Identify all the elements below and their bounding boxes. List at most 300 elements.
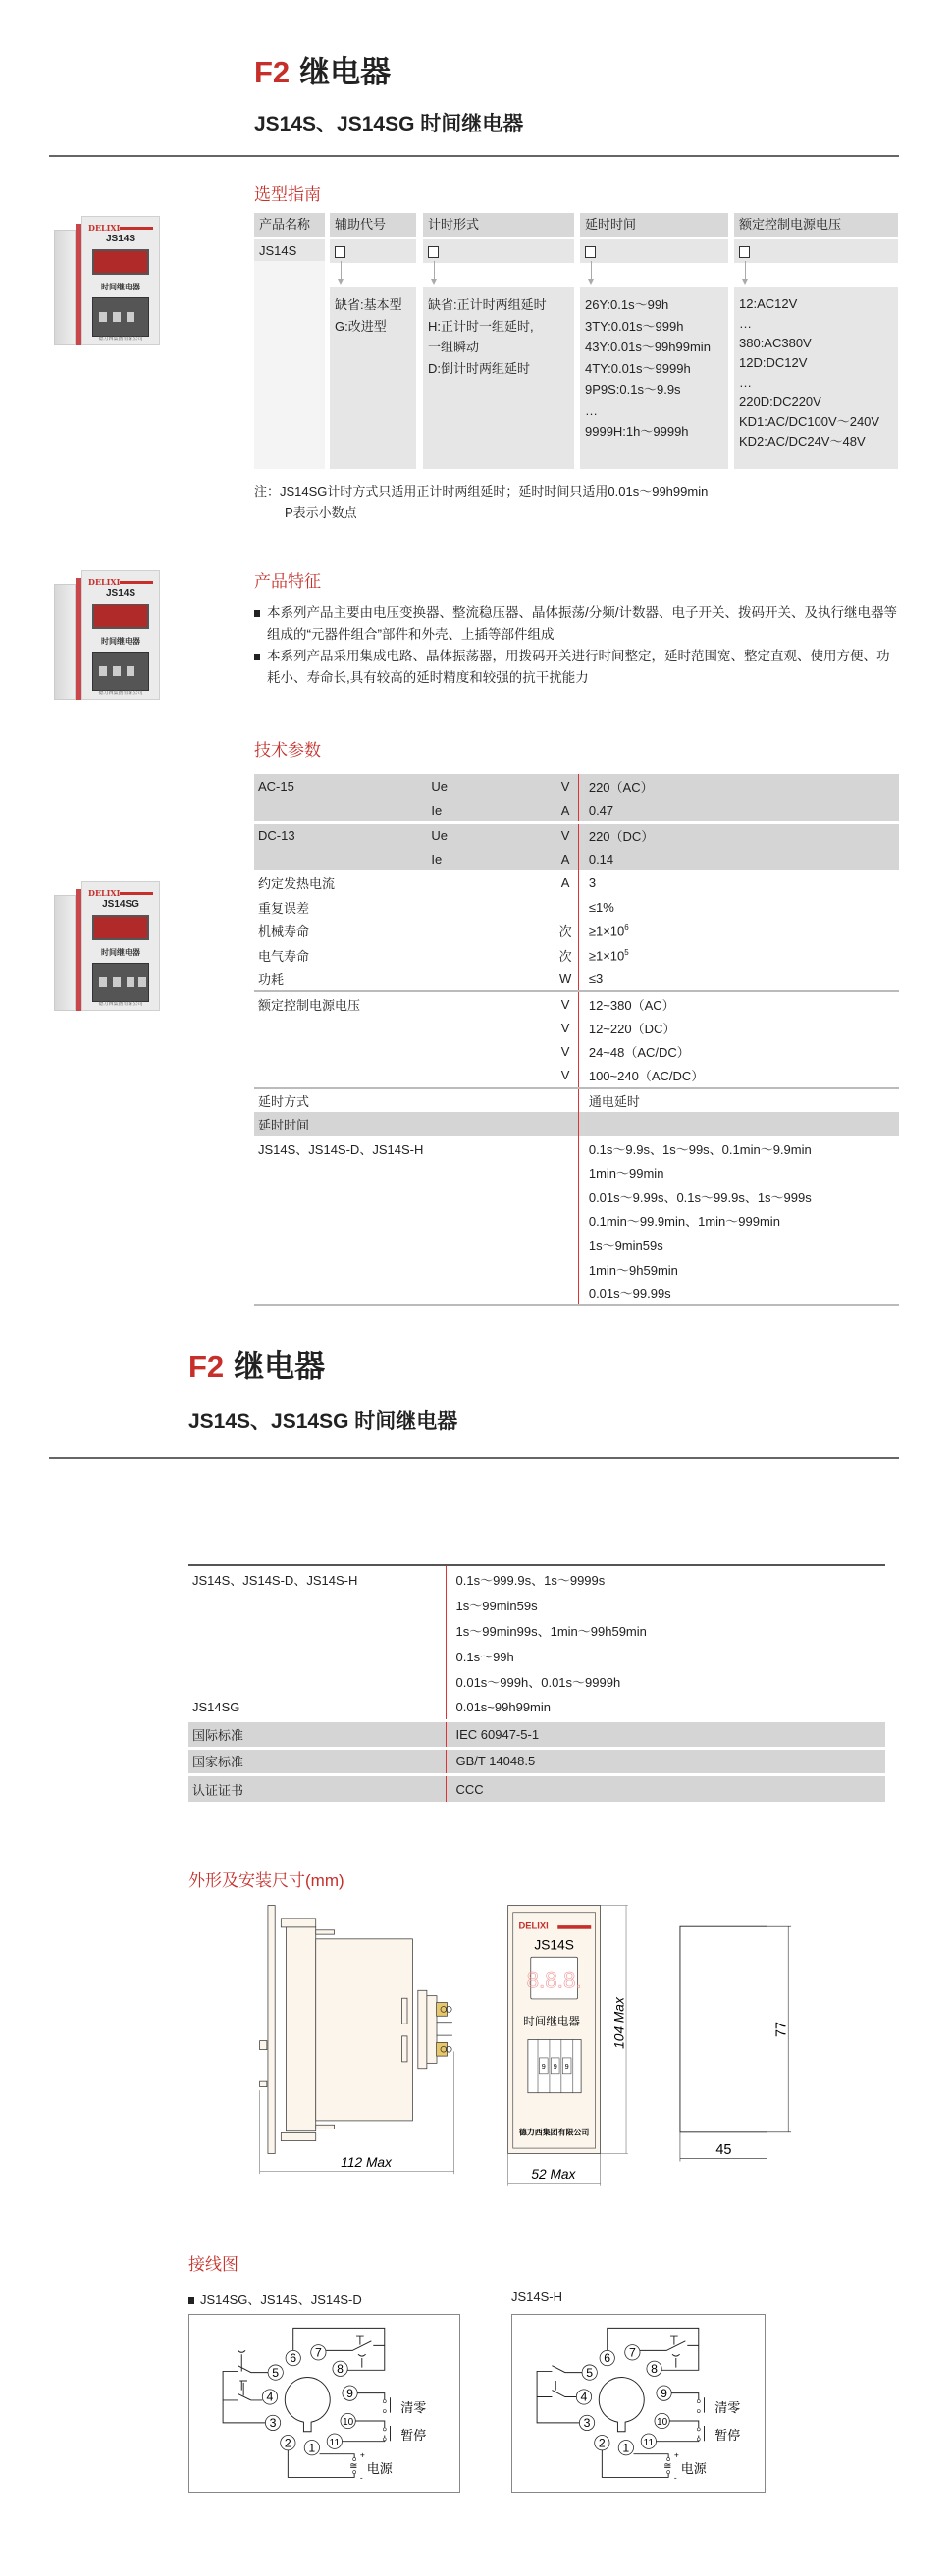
option-item: KD1:AC/DC100V～240V [739,414,880,429]
param-name [254,799,427,823]
reset-label: 清零 [400,2399,427,2415]
table-row [254,774,899,799]
param-value [578,943,899,968]
section-code: F2 [188,1349,225,1384]
param-value [578,847,899,871]
arrow-down-icon [591,261,592,283]
value-text: 0.1min～99.9min、1min～999min [588,1214,780,1230]
param-value [578,1040,899,1065]
pin-3 [265,2415,280,2430]
brand-logo: DELIXI [88,223,121,233]
pin-2 [281,2436,295,2450]
pin-6 [286,2350,300,2365]
placeholder-box-icon [739,246,750,258]
pin-label: 8 [651,2361,658,2376]
param-value [578,774,899,799]
param-unit: V [560,996,570,1012]
product-model: JS14S [105,234,136,244]
socket-outline [285,2378,330,2432]
param-unit: 次 [558,948,572,964]
power-label: 电源 [680,2460,707,2476]
product-name: 时间继电器 [101,283,140,291]
param-value [578,1136,899,1161]
param-unit: V [553,822,578,847]
led-display [92,915,149,940]
option-item: 380:AC380V [739,336,812,350]
value-text: ≤1% [588,899,614,915]
value-text: ≤3 [588,972,604,987]
param-name: 机械寿命 [258,924,310,940]
option-item: 4TY:0.01s～9999h [585,360,691,376]
param-sub [427,1184,553,1209]
pin-8 [333,2361,347,2376]
param-name [254,1257,427,1282]
model-name: 国际标准 [188,1721,446,1749]
param-name: 功耗 [254,968,427,992]
timing-code-box [423,239,574,263]
pin-1 [304,2441,319,2455]
table-row [188,1668,885,1694]
table-row [254,943,899,968]
option-item: 43Y:0.01s～99h99min [585,340,711,354]
param-value [578,968,899,992]
dial-switches [92,297,149,337]
table-row [188,1721,885,1749]
voltage-code-box [734,239,898,263]
value-text: 0.01s～99.99s [588,1286,671,1301]
value-text: 1s～9min59s [588,1238,663,1254]
param-sub [427,1088,553,1113]
model-name [188,1643,446,1668]
param-sub [427,1112,553,1136]
tech-table [254,774,899,1306]
param-sub [427,991,553,1016]
placeholder-box-icon [428,246,439,258]
tech-heading: 技术参数 [254,741,321,760]
row-value: 0.01s～999h、0.01s～9999h [446,1668,885,1694]
option-item: … [585,402,598,418]
pin-5 [582,2365,597,2380]
page-subtitle: JS14S、JS14SG 时间继电器 [254,113,524,135]
feature-item: 本系列产品采用集成电路、晶体振荡器，用拨码开关进行时间整定，延时范围宽、整定直观、使用方便、功耗小、寿命长,具有较高的延时精度和较强的抗干扰能力 [254,646,900,689]
param-sub [427,870,553,895]
param-value [578,822,899,847]
param-name [254,1040,427,1065]
company-name: 德力西集团有限公司 [98,1001,143,1007]
header-delay: 延时时间 [580,213,728,237]
table-row [254,1064,899,1088]
brand-logo: DELIXI [518,1919,549,1931]
dial-digit: 9 [564,2061,569,2071]
placeholder-box-icon [335,246,345,258]
model-name [188,1592,446,1617]
pin-label: 11 [643,2437,655,2448]
pin-label: 6 [290,2351,297,2366]
pin-7 [625,2345,640,2360]
pin-7 [311,2345,326,2360]
value-text: 220（AC） [588,779,654,795]
param-sub [427,1281,553,1305]
section-code: F2 [254,55,291,89]
param-sub [427,895,553,920]
side-width-label: 112 Max [341,2154,392,2170]
table-row [254,870,899,895]
power-label: 电源 [366,2460,393,2476]
option-item: 缺省:正计时两组延时 [428,297,547,312]
option-item: 9999H:1h～9999h [585,424,689,439]
param-value [578,1281,899,1305]
param-unit: A [553,847,578,871]
option-item: G:改进型 [335,318,387,334]
value-text: 1min～99min [588,1166,664,1182]
table-row [254,1233,899,1257]
param-value [578,920,899,944]
param-sub [427,1257,553,1282]
param-value [578,1257,899,1282]
option-item: KD2:AC/DC24V～48V [739,434,866,448]
header-aux: 辅助代号 [330,213,416,237]
model-name: 国家标准 [188,1748,446,1775]
page2-subtitle: JS14S、JS14SG 时间继电器 [188,1410,458,1433]
value-text: 0.01s～9.99s、0.1s～99.9s、1s～999s [588,1189,812,1205]
option-item: D:倒计时两组延时 [428,360,531,376]
pin-label: 3 [583,2416,591,2431]
param-sub: Ie [427,847,553,871]
param-sub [427,1233,553,1257]
param-name: 重复误差 [258,900,310,916]
pin-4 [576,2390,591,2404]
pin-9 [343,2386,357,2400]
param-unit: A [553,799,578,823]
table-row [254,1209,899,1234]
table-row [188,1694,885,1721]
param-sub [427,968,553,992]
row-value: 0.1s～99h [446,1643,885,1668]
param-name [254,1016,427,1040]
exponent: 5 [624,947,629,957]
param-value [578,1184,899,1209]
selection-heading: 选型指南 [254,185,321,204]
param-unit: V [553,1064,578,1088]
delay-options [580,287,728,469]
reset-label: 清零 [714,2399,741,2415]
pin-6 [600,2350,614,2365]
row-value: IEC 60947-5-1 [446,1721,885,1749]
socket-outline [599,2378,644,2432]
features-list [254,603,900,689]
option-item: H:正计时一组延时, [428,318,534,334]
led-display [92,249,149,275]
param-name [254,1161,427,1185]
option-item: 12:AC12V [739,296,798,311]
table-row [254,920,899,944]
bullet-icon [188,2297,194,2304]
value-text: 通电延时 [588,1094,640,1110]
pause-label: 暂停 [714,2428,741,2444]
product-name: 时间继电器 [101,948,140,957]
panel-cutout [680,1926,791,2161]
header-product: 产品名称 [254,213,325,237]
dimension-drawings [182,1899,869,2193]
front-width-label: 52 Max [531,2166,576,2182]
header-voltage: 额定控制电源电压 [734,213,898,237]
param-sub [427,1064,553,1088]
company-name: 德力西集团有限公司 [98,336,143,342]
value-text: 1min～9h59min [588,1262,678,1278]
option-item: 12D:DC12V [739,355,808,370]
product-model: JS14SG [102,899,139,910]
param-sub: Ue [427,774,553,799]
option-item: 220D:DC220V [739,394,821,409]
plus-sign: + [673,2449,679,2460]
param-name: DC-13 [254,822,427,847]
exponent: 6 [624,923,629,933]
company-name: 德力西集团有限公司 [98,690,143,696]
pin-label: 1 [308,2441,316,2455]
param-value [578,1088,899,1113]
param-unit [553,1281,578,1305]
row-value: 1s～99min99s、1min～99h59min [446,1617,885,1643]
param-name: 额定控制电源电压 [258,997,361,1013]
dial-switches [92,963,149,1002]
front-height-label: 104 Max [611,1997,627,2049]
product-model: JS14S [105,588,136,599]
pin-4 [262,2390,277,2404]
param-unit [553,1233,578,1257]
pin-label: 5 [586,2365,594,2380]
param-unit [553,1161,578,1185]
delay-code-box [580,239,728,263]
front-name: 时间继电器 [523,2016,580,2028]
wiring-right-label: JS14S-H [511,2289,563,2304]
param-unit [553,1184,578,1209]
value-text: ≥1×10 [588,948,625,964]
arrow-down-icon [434,261,435,283]
param-name: 约定发热电流 [258,876,336,892]
product-name: JS14S [254,239,325,263]
pin-label: 4 [266,2390,274,2404]
brand-logo: DELIXI [88,577,121,587]
param-name [254,1184,427,1209]
pin-11 [641,2434,656,2448]
param-unit [553,1209,578,1234]
param-sub [427,1161,553,1185]
param-unit [553,1257,578,1282]
timing-options [423,287,574,469]
row-value: CCC [446,1775,885,1803]
pin-label: 4 [580,2390,588,2404]
aux-options [330,287,416,469]
pause-label: 暂停 [400,2428,427,2444]
plus-sign: + [359,2449,365,2460]
table-row [254,968,899,992]
value-text: ≥1×10 [588,923,625,939]
acdc-symbol: ≅ [349,2461,358,2473]
param-unit [553,895,578,920]
param-value [578,1209,899,1234]
cutout-height-label: 77 [773,2021,790,2038]
value-text: 12~380（AC） [588,997,675,1013]
param-sub: Ue [427,822,553,847]
row-value: 0.01s~99h99min [446,1694,885,1721]
option-item: … [739,316,752,331]
header-divider [49,155,899,157]
dial-switches [92,652,149,691]
value-text: 0.1s～9.9s、1s～99s、0.1min～9.9min [588,1141,812,1157]
wiring-heading: 接线图 [188,2255,238,2274]
pin-label: 8 [337,2361,344,2376]
wiring-diagram-right [511,2314,766,2493]
model-name [188,1617,446,1643]
table-row [254,895,899,920]
param-value [578,1233,899,1257]
pin-3 [579,2415,594,2430]
param-unit [553,1112,578,1136]
table-row [254,1112,899,1136]
row-value: 0.1s～999.9s、1s～9999s [446,1566,885,1592]
model-name: JS14SG [192,1699,240,1714]
param-value [578,799,899,823]
pin-9 [657,2386,671,2400]
dial-digit: 9 [541,2061,546,2071]
param-sub [427,1136,553,1161]
led-display [92,604,149,629]
table-row [254,1016,899,1040]
blank-column [254,261,325,469]
minus-sign: - [673,2472,677,2483]
param-name [254,1281,427,1305]
param-unit: V [553,774,578,799]
acdc-symbol: ≅ [663,2461,672,2473]
row-value: GB/T 14048.5 [446,1748,885,1775]
pin-1 [618,2441,633,2455]
brand-logo: DELIXI [88,888,121,898]
aux-code-box [330,239,416,263]
header-divider [49,1457,899,1459]
param-unit [553,1136,578,1161]
pin-label: 5 [272,2365,280,2380]
value-text: 0.14 [588,851,614,867]
front-model: JS14S [534,1937,574,1953]
pin-8 [647,2361,661,2376]
voltage-options [734,287,898,469]
pin-label: 2 [598,2436,606,2450]
title-text: 继电器 [299,55,392,89]
param-sub [427,1016,553,1040]
pin-label: 9 [346,2386,353,2400]
pin-label: 11 [329,2437,341,2448]
delay-standards-table [188,1566,885,1802]
model-name: JS14S、JS14S-D、JS14S-H [192,1572,358,1588]
placeholder-box-icon [585,246,596,258]
param-value [578,1016,899,1040]
page2-title [188,1341,325,1386]
table-row [188,1566,885,1592]
option-item: 缺省:基本型 [335,297,402,312]
option-item: … [739,375,752,390]
pin-5 [268,2365,283,2380]
front-view [508,1906,601,2154]
pin-label: 1 [622,2441,630,2455]
table-row [254,822,899,847]
value-text: 3 [588,875,597,891]
wiring-diagram-left [188,2314,460,2493]
product-photo [54,208,162,345]
table-row [188,1748,885,1775]
product-photo [54,873,162,1011]
table-row [254,1040,899,1065]
param-sub [427,1040,553,1065]
param-name [254,1209,427,1234]
table-row [254,991,899,1016]
param-name [254,1064,427,1088]
param-value [578,1161,899,1185]
param-sub [427,920,553,944]
param-unit [553,1088,578,1113]
selection-note-2: P表示小数点 [285,505,357,520]
minus-sign: - [359,2472,363,2483]
table-row [254,1257,899,1282]
pin-2 [595,2436,609,2450]
pin-label: 7 [628,2345,636,2360]
pin-11 [327,2434,342,2448]
wiring-left-label [188,2289,362,2308]
front-company: 德力西集团有限公司 [518,2128,590,2137]
arrow-down-icon [745,261,746,283]
param-name: JS14S、JS14S-D、JS14S-H [258,1141,424,1157]
param-value [578,991,899,1016]
pin-10 [341,2413,355,2428]
option-item: 26Y:0.1s～99h [585,297,669,312]
cutout-width-label: 45 [715,2142,732,2159]
param-name: 电气寿命 [258,948,310,964]
pin-label: 7 [314,2345,322,2360]
display-digits: 8.8.8. [526,1968,582,1993]
param-value [578,870,899,895]
param-value [578,1064,899,1088]
pin-label: 9 [661,2386,667,2400]
model-name: 认证证书 [188,1775,446,1803]
table-row [188,1592,885,1617]
arrow-down-icon [341,261,342,283]
pin-label: 6 [604,2351,611,2366]
feature-item: 本系列产品主要由电压变换器、整流稳压器、晶体振荡/分频/计数器、电子开关、拨码开关、及执行继电器等组成的“元器件组合”部件和外壳、上插等部件组成 [254,603,900,646]
features-heading: 产品特征 [254,572,321,591]
title-text: 继电器 [234,1349,326,1384]
option-item: 一组瞬动 [428,340,480,354]
param-value [578,1112,899,1136]
pin-label: 2 [284,2436,291,2450]
param-unit: V [560,1020,570,1035]
param-unit: A [560,875,570,891]
pin-label: 3 [269,2416,277,2431]
header-timing: 计时形式 [423,213,574,237]
param-value [578,895,899,920]
product-photo [54,562,162,700]
value-text: 24~48（AC/DC） [588,1045,690,1061]
param-sub [427,943,553,968]
table-row [254,799,899,823]
pin-label: 10 [343,2417,354,2429]
param-sub [427,1209,553,1234]
row-value: 1s～99min59s [446,1592,885,1617]
option-item: 3TY:0.01s～999h [585,318,684,334]
param-name [254,847,427,871]
table-row [188,1643,885,1668]
param-name [254,1233,427,1257]
table-row [254,1184,899,1209]
value-text: 220（DC） [588,828,655,844]
